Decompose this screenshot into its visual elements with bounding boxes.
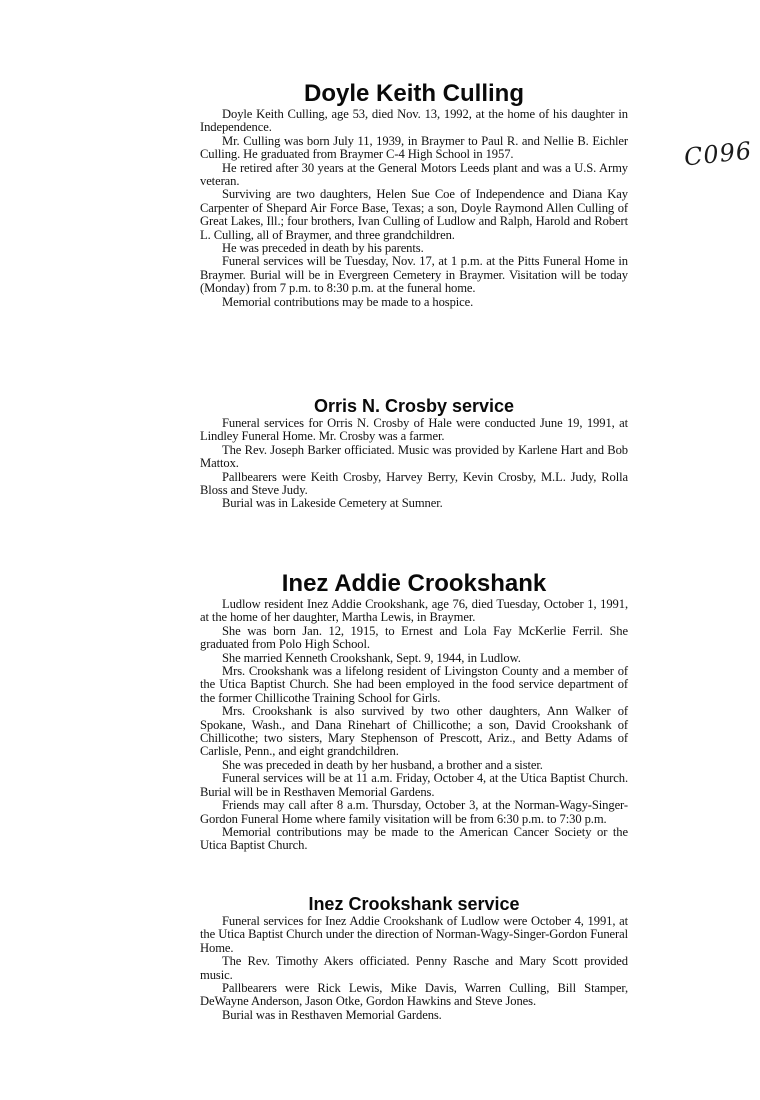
paragraph: Friends may call after 8 a.m. Thursday, October 3, at the Norman-Wagy-Singer-Gordon Funeral Home where family visitation will be from 6:30 p.m. to 7:30 p.m.: [200, 798, 628, 826]
paragraph: Funeral services for Inez Addie Crookshank of Ludlow were October 4, 1991, at the Utica Baptist Church under the direction of Norman-Wagy-Singer-Gordon Funeral Home.: [200, 914, 628, 955]
paragraph: Funeral services will be at 11 a.m. Friday, October 4, at the Utica Baptist Church. Burial will be in Resthaven Memorial Gardens.: [200, 771, 628, 799]
paragraph: She married Kenneth Crookshank, Sept. 9, 1944, in Ludlow.: [222, 650, 521, 665]
obituary-inez-crookshank-service: [200, 893, 628, 1022]
paragraph: Mrs. Crookshank is also survived by two other daughters, Ann Walker of Spokane, Wash., and Dana Rinehart of Chillicothe; a son, David Crookshank of Chillicothe; two sisters, Mary Stephenson of Prescott, Ariz., and Betty Adams of Carlisle, Penn., and eight grandchildren.: [200, 704, 628, 759]
paragraph: He retired after 30 years at the General Motors Leeds plant and was a U.S. Army veteran.: [200, 160, 628, 189]
obituary-doyle-keith-culling: [200, 80, 628, 309]
paragraph: The Rev. Timothy Akers officiated. Penny Rasche and Mary Scott provided music.: [200, 954, 628, 982]
obituary-orris-crosby-service: [200, 395, 628, 511]
paragraph: Mrs. Crookshank was a lifelong resident of Livingston County and a member of the Utica Baptist Church. She had been employed in the food service department of the former Chillicothe Training School for Girls.: [200, 664, 628, 705]
handwritten-annotation: C096: [682, 136, 754, 172]
headline: Inez Crookshank service: [308, 894, 520, 914]
paragraph: She was born Jan. 12, 1915, to Ernest and Lola Fay McKerlie Ferril. She graduated from Polo High School.: [200, 623, 628, 652]
headline: Doyle Keith Culling: [303, 80, 524, 107]
paragraph: Ludlow resident Inez Addie Crookshank, age 76, died Tuesday, October 1, 1991, at the home of her daughter, Martha Lewis, in Braymer.: [200, 597, 628, 625]
paragraph: Memorial contributions may be made to the American Cancer Society or the Utica Baptist Church.: [200, 824, 628, 853]
paragraph: He was preceded in death by his parents.: [222, 241, 424, 256]
paragraph: Doyle Keith Culling, age 53, died Nov. 13, 1992, at the home of his daughter in Independence.: [200, 107, 628, 135]
paragraph: Mr. Culling was born July 11, 1939, in Braymer to Paul R. and Nellie B. Eichler Culling. He graduated from Braymer C-4 High School in 1957.: [200, 133, 628, 162]
paragraph: Pallbearers were Keith Crosby, Harvey Berry, Kevin Crosby, M.L. Judy, Rolla Bloss and Steve Judy.: [200, 469, 628, 498]
headline: Inez Addie Crookshank: [281, 570, 547, 597]
paragraph: Surviving are two daughters, Helen Sue Coe of Independence and Diana Kay Carpenter of Shepard Air Force Base, Texas; a son, Doyle Raymond Allen Culling of Great Lakes, Ill.; four brothers, Ivan Culling of Ludlow and Ralph, Harold and Robert L. Culling, all of Braymer, and three grandchildren.: [200, 187, 628, 242]
paragraph: Funeral services for Orris N. Crosby of Hale were conducted June 19, 1991, at Lindley Funeral Home. Mr. Crosby was a farmer.: [200, 416, 628, 444]
paragraph: She was preceded in death by her husband, a brother and a sister.: [222, 757, 543, 772]
paragraph: Burial was in Resthaven Memorial Gardens.: [222, 1007, 442, 1022]
obituary-inez-addie-crookshank: [200, 570, 628, 853]
paragraph: Funeral services will be Tuesday, Nov. 17, at 1 p.m. at the Pitts Funeral Home in Braymer. Burial will be in Evergreen Cemetery in Braymer. Visitation will be today (Monday) from 7 p.m. to 8:30 p.m. at the funeral home.: [200, 254, 628, 296]
paragraph: The Rev. Joseph Barker officiated. Music was provided by Karlene Hart and Bob Mattox.: [200, 442, 628, 471]
paragraph: Burial was in Lakeside Cemetery at Sumner.: [222, 496, 443, 511]
paragraph: Pallbearers were Rick Lewis, Mike Davis, Warren Culling, Bill Stamper, DeWayne Anderson, Jason Otke, Gordon Hawkins and Steve Jones.: [200, 981, 628, 1009]
headline: Orris N. Crosby service: [313, 396, 515, 416]
paragraph: Memorial contributions may be made to a hospice.: [222, 294, 474, 309]
